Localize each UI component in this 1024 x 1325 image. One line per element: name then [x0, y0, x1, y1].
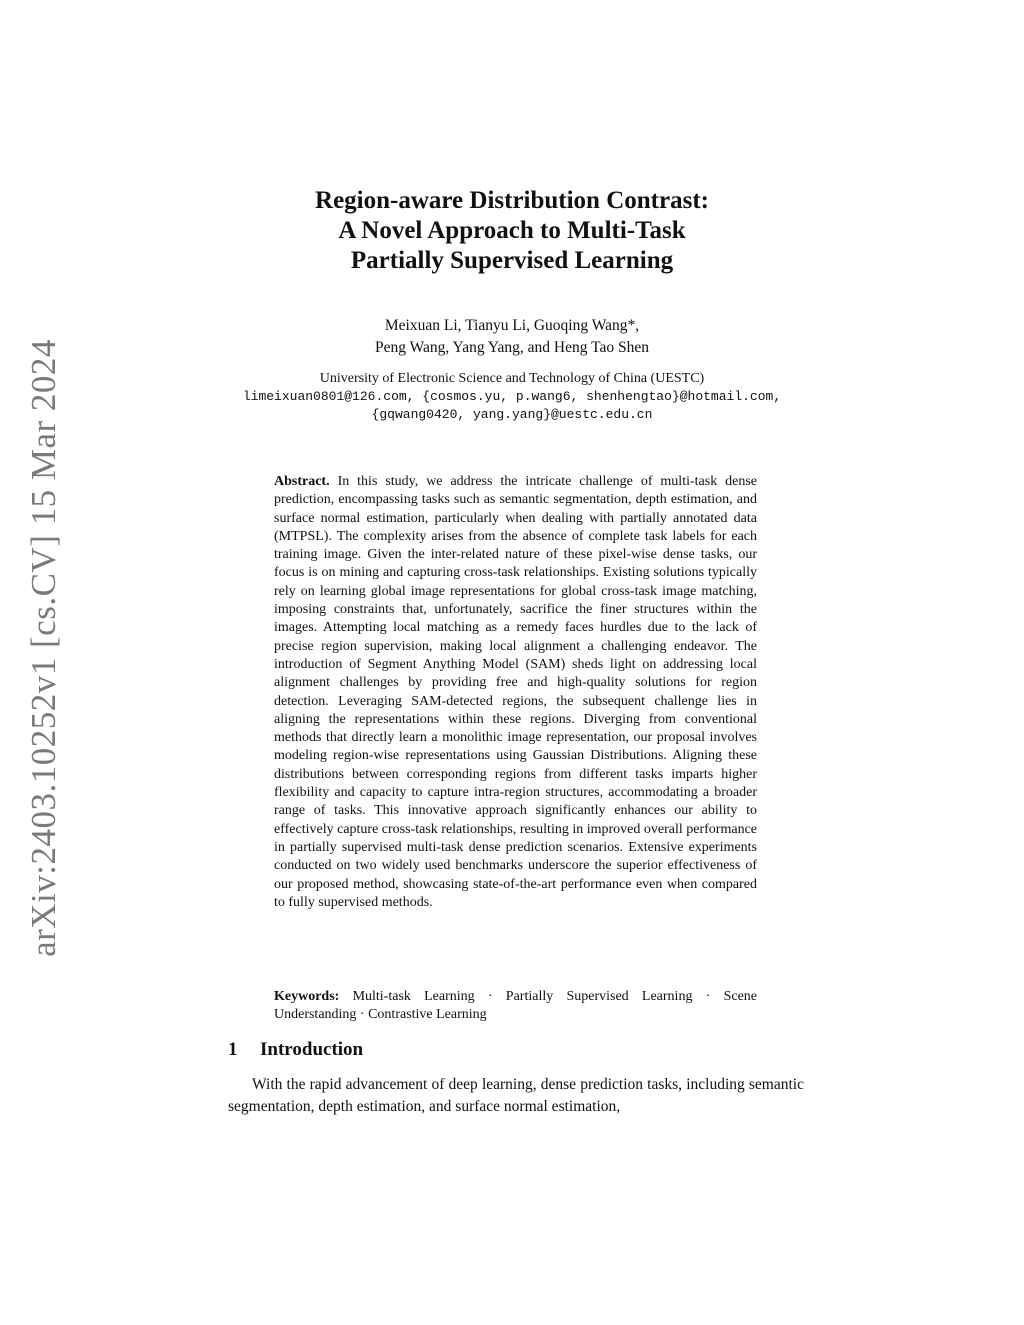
section-title: Introduction — [260, 1039, 364, 1060]
introduction-paragraph-text: With the rapid advancement of deep learning, dense prediction tasks, including semantic segmentation, depth estimation, and surface normal estimation, — [228, 1076, 804, 1115]
title-line-3: Partially Supervised Learning — [350, 247, 674, 274]
authors-line-1: Meixuan Li, Tianyu Li, Guoqing Wang*, — [384, 317, 640, 334]
affiliation-emails-line-1: limeixuan0801@126.com, {cosmos.yu, p.wang6, shenhengtao}@hotmail.com, — [242, 389, 782, 404]
affiliation-institution: University of Electronic Science and Technology of China (UESTC) — [319, 371, 705, 386]
section-heading-introduction — [228, 1039, 363, 1061]
abstract-block — [274, 473, 757, 912]
keywords-block — [274, 988, 757, 1025]
arxiv-identifier-text: arXiv:2403.10252v1 [cs.CV] 15 Mar 2024 — [24, 339, 63, 957]
keywords-label: Keywords: — [274, 989, 340, 1004]
title-line-2: A Novel Approach to Multi-Task — [338, 217, 686, 244]
author-list — [0, 315, 1024, 359]
section-number: 1 — [228, 1039, 238, 1060]
keywords-text: Multi-task Learning · Partially Supervised Learning · Scene Understanding · Contrastive Learning — [274, 989, 757, 1023]
title-line-1: Region-aware Distribution Contrast: — [315, 187, 709, 214]
paper-title — [0, 186, 1024, 276]
affiliation-emails-line-2: {gqwang0420, yang.yang}@uestc.edu.cn — [371, 407, 653, 422]
introduction-paragraph — [228, 1074, 804, 1118]
abstract-label: Abstract. — [274, 474, 330, 489]
authors-line-2: Peng Wang, Yang Yang, and Heng Tao Shen — [375, 339, 649, 356]
affiliation-block — [0, 370, 1024, 424]
abstract-text: In this study, we address the intricate challenge of multi-task dense prediction, encompassing tasks such as semantic segmentation, depth estimation, and surface normal estimation, particularly when dealing with partially annotated data (MTPSL). The complexity arises from the absence of complete task labels for each training image. Given the inter-related nature of these pixel-wise dense tasks, our focus is on mining and capturing cross-task relationships. Existing solutions typically rely on learning global image representations for global cross-task image matching, imposing constraints that, unfortunately, sacrifice the finer structures within the images. Attempting local matching as a remedy faces hurdles due to the lack of precise region supervision, making local alignment a challenging endeavor. The introduction of Segment Anything Model (SAM) sheds light on addressing local alignment challenges by providing free and high-quality solutions for region detection. Leveraging SAM-detected regions, the subsequent challenge lies in aligning the representations within these regions. Diverging from conventional methods that directly learn a monolithic image representation, our proposal involves modeling region-wise representations using Gaussian Distributions. Aligning these distributions between corresponding regions from different tasks imparts higher flexibility and capacity to capture intra-region structures, accommodating a broader range of tasks. This innovative approach significantly enhances our ability to effectively capture cross-task relationships, resulting in improved overall performance in partially supervised multi-task dense prediction scenarios. Extensive experiments conducted on two widely used benchmarks underscore the superior effectiveness of our proposed method, showcasing state-of-the-art performance even when compared to fully supervised methods. — [274, 474, 758, 910]
